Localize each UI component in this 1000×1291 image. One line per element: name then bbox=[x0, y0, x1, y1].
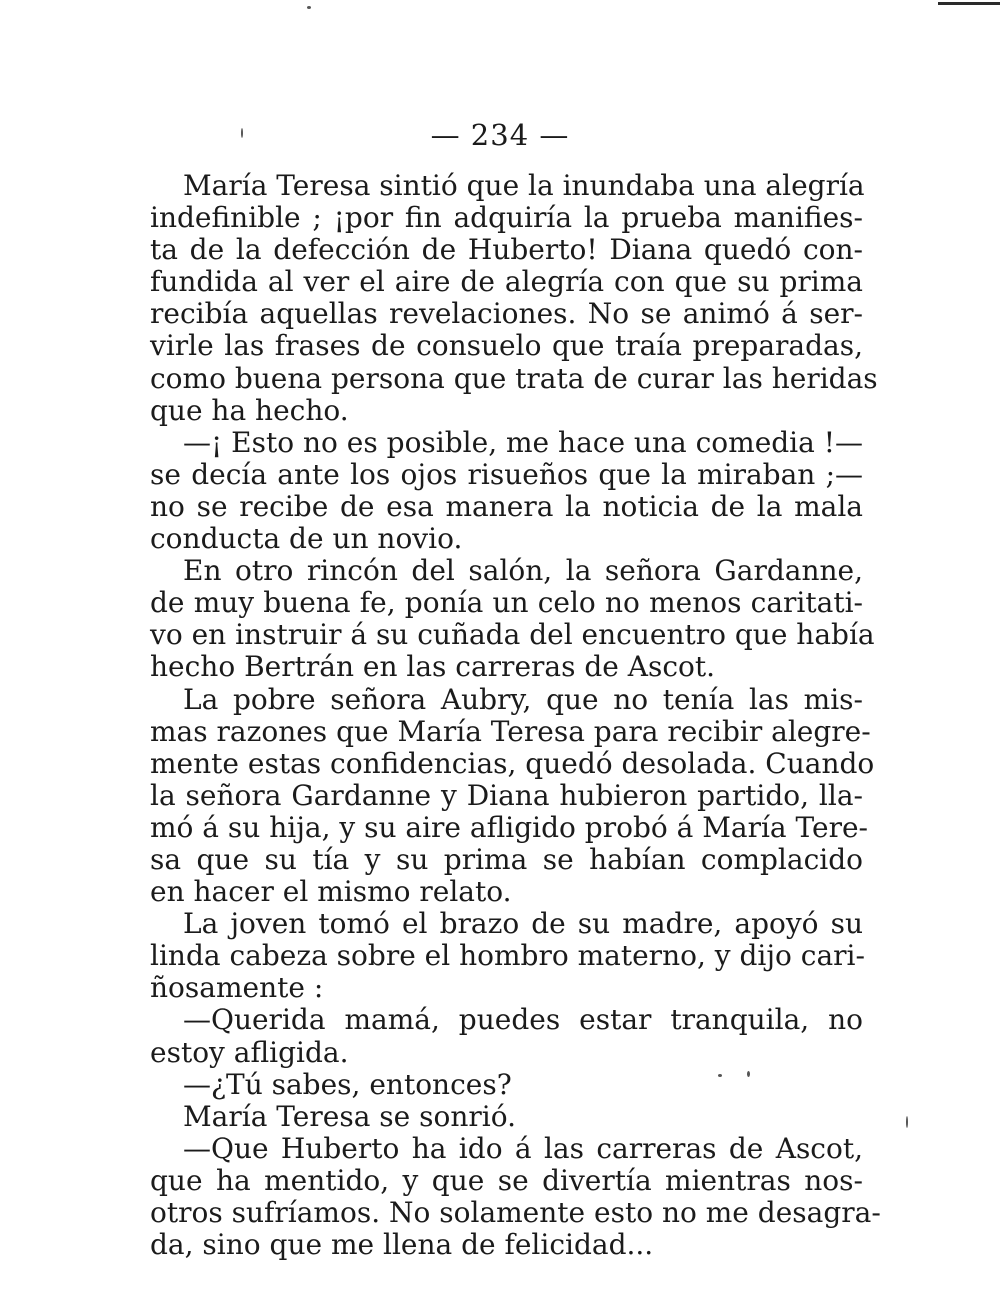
text-line: que ha mentido, y que se divertía mientras nos- bbox=[150, 1163, 863, 1197]
text-line: conducta de un novio. bbox=[150, 522, 463, 556]
text-line: virle las frases de consuelo que traía preparadas, bbox=[150, 329, 863, 363]
scan-edge-mark bbox=[938, 2, 1000, 5]
text-line: En otro rincón del salón, la señora Gardanne, bbox=[183, 554, 863, 588]
text-line: fundida al ver el aire de alegría con que su prima bbox=[150, 265, 863, 299]
text-line: La joven tomó el brazo de su madre, apoyó su bbox=[183, 907, 863, 941]
text-line: linda cabeza sobre el hombro materno, y dijo cari- bbox=[150, 939, 865, 973]
text-line: María Teresa sintió que la inundaba una alegría bbox=[183, 169, 865, 202]
ink-speck bbox=[307, 6, 311, 9]
text-line: —¿Tú sabes, entonces? bbox=[183, 1067, 512, 1101]
body-text bbox=[150, 169, 881, 1262]
page-number: — 234 — bbox=[430, 118, 570, 152]
text-line: estoy afligida. bbox=[150, 1035, 349, 1069]
text-line: La pobre señora Aubry, que no tenía las mis- bbox=[183, 682, 863, 716]
text-line: sa que su tía y su prima se habían complacido bbox=[150, 842, 863, 876]
text-line: se decía ante los ojos risueños que la miraban ;— bbox=[150, 457, 863, 491]
text-line: —Que Huberto ha ido á las carreras de Ascot, bbox=[183, 1131, 863, 1165]
text-line: de muy buena fe, ponía un celo no menos caritati- bbox=[150, 586, 863, 620]
text-line: —Querida mamá, puedes estar tranquila, no bbox=[183, 1003, 863, 1037]
text-line: vo en instruir á su cuñada del encuentro que había bbox=[150, 618, 875, 652]
text-line: hecho Bertrán en las carreras de Ascot. bbox=[150, 650, 716, 684]
text-line: otros sufríamos. No solamente esto no me desagra- bbox=[150, 1196, 881, 1229]
text-line: mente estas confidencias, quedó desolada. Cuando bbox=[150, 746, 875, 780]
text-line: María Teresa se sonrió. bbox=[183, 1099, 516, 1133]
text-line: ñosamente : bbox=[150, 971, 324, 1005]
text-line: mas razones que María Teresa para recibir alegre- bbox=[150, 714, 871, 748]
text-line: —¡ Esto no es posible, me hace una comedia !— bbox=[183, 425, 863, 459]
text-line: da, sino que me llena de felicidad... bbox=[150, 1228, 654, 1262]
text-line: indefinible ; ¡por fin adquiría la prueba manifies- bbox=[150, 201, 863, 235]
text-line: que ha hecho. bbox=[150, 393, 349, 427]
text-line: la señora Gardanne y Diana hubieron partido, lla- bbox=[150, 778, 863, 812]
text-line: mó á su hija, y su aire afligido probó á María Tere- bbox=[150, 810, 869, 844]
text-line: recibía aquellas revelaciones. No se animó á ser- bbox=[150, 297, 863, 331]
ink-speck bbox=[906, 1116, 908, 1128]
text-line: en hacer el mismo relato. bbox=[150, 875, 512, 909]
text-line: como buena persona que trata de curar las heridas bbox=[150, 361, 878, 395]
text-line: no se recibe de esa manera la noticia de la mala bbox=[150, 489, 863, 523]
text-line: ta de la defección de Huberto! Diana quedó con- bbox=[150, 233, 863, 267]
